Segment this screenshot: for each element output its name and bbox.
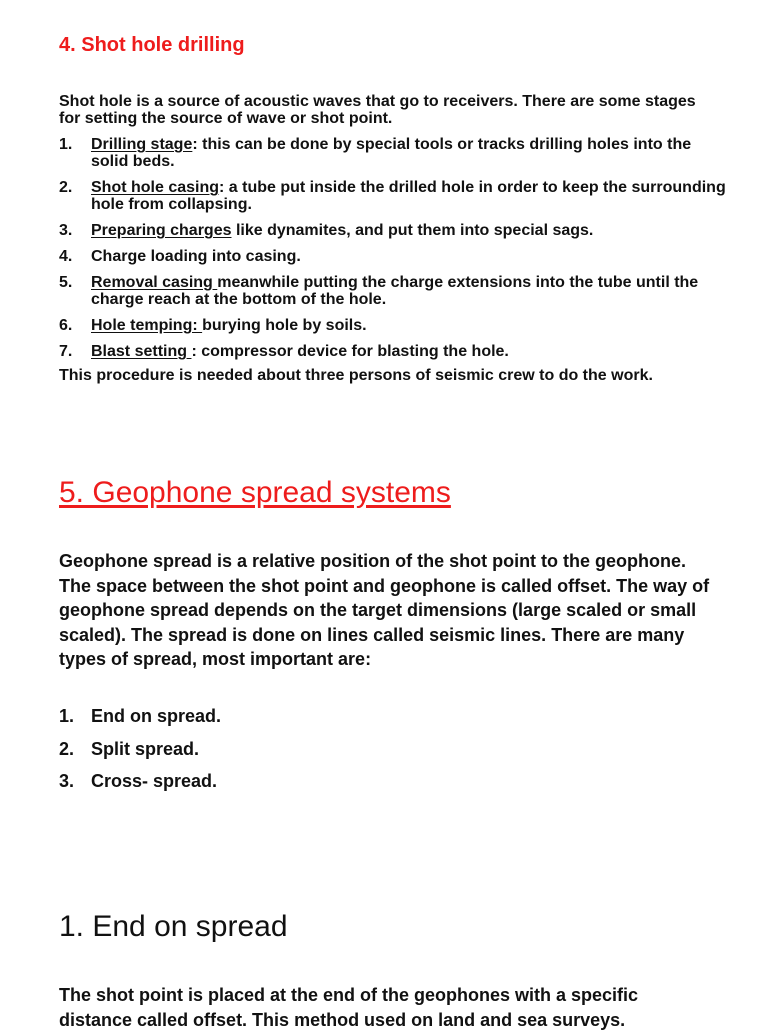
list-item — [59, 136, 729, 170]
step-term: Drilling stage — [91, 136, 193, 153]
end-on-spread-text: The shot point is placed at the end of the geophones with a specific distance called offset. This method used on land and sea surveys. — [59, 985, 639, 1030]
section-4-closing: This procedure is needed about three persons of seismic crew to do the work. — [59, 367, 653, 384]
section-5-intro: Geophone spread is a relative position of the shot point to the geophone. The space between the shot point and geophone is called offset. The way of geophone spread depends on the target dimensions (large scaled or small scaled). The spread is done on lines called seismic lines. There are many types of spread, most important are: — [59, 551, 710, 669]
step-text: burying hole by soils. — [202, 317, 367, 334]
list-number: 7. — [59, 343, 73, 360]
list-item-text: Split spread. — [91, 738, 200, 759]
step-text: : compressor device for blasting the hole. — [191, 343, 509, 360]
list-number: 5. — [59, 274, 73, 291]
list-number: 1. — [59, 136, 73, 153]
step-term: Shot hole casing — [91, 179, 220, 196]
list-item — [59, 343, 729, 360]
list-item — [59, 248, 729, 265]
step-text: : a tube put inside the drilled hole in order to keep the surrounding hole from collapsing. — [91, 179, 726, 213]
list-number: 2. — [59, 738, 75, 759]
section-4-intro: Shot hole is a source of acoustic waves that go to receivers. There are some stages for setting the source of wave or shot point. — [59, 93, 696, 127]
list-item — [59, 317, 729, 334]
end-on-spread-heading: 1. End on spread — [59, 910, 288, 943]
list-number: 2. — [59, 179, 73, 196]
step-text: meanwhile putting the charge extensions into the tube until the charge reach at the bottom of the hole. — [91, 274, 699, 308]
step-term: Removal casing — [91, 274, 218, 291]
list-number: 3. — [59, 222, 73, 239]
step-text: like dynamites, and put them into special sags. — [231, 222, 594, 239]
list-item — [59, 274, 729, 308]
step-text: : this can be done by special tools or tracks drilling holes into the solid beds. — [91, 136, 692, 170]
list-number: 1. — [59, 706, 75, 726]
step-term: Hole temping: — [91, 317, 203, 334]
step-term: Preparing charges — [91, 222, 232, 239]
list-number: 3. — [59, 771, 75, 791]
list-item — [59, 704, 709, 728]
list-number: 4. — [59, 248, 73, 265]
list-item — [59, 769, 709, 793]
list-number: 6. — [59, 317, 73, 334]
drilling-steps-list — [59, 136, 729, 369]
spread-types-list — [59, 704, 709, 802]
list-item — [59, 737, 709, 761]
section-5-heading: 5. Geophone spread systems — [59, 476, 451, 509]
list-item — [59, 222, 729, 239]
step-term: Blast setting — [91, 343, 192, 360]
list-item-text: Cross- spread. — [91, 771, 218, 791]
list-item — [59, 179, 729, 213]
list-item-text: End on spread. — [91, 706, 222, 726]
step-text: Charge loading into casing. — [91, 248, 301, 265]
section-4-heading: 4. Shot hole drilling — [59, 34, 245, 56]
